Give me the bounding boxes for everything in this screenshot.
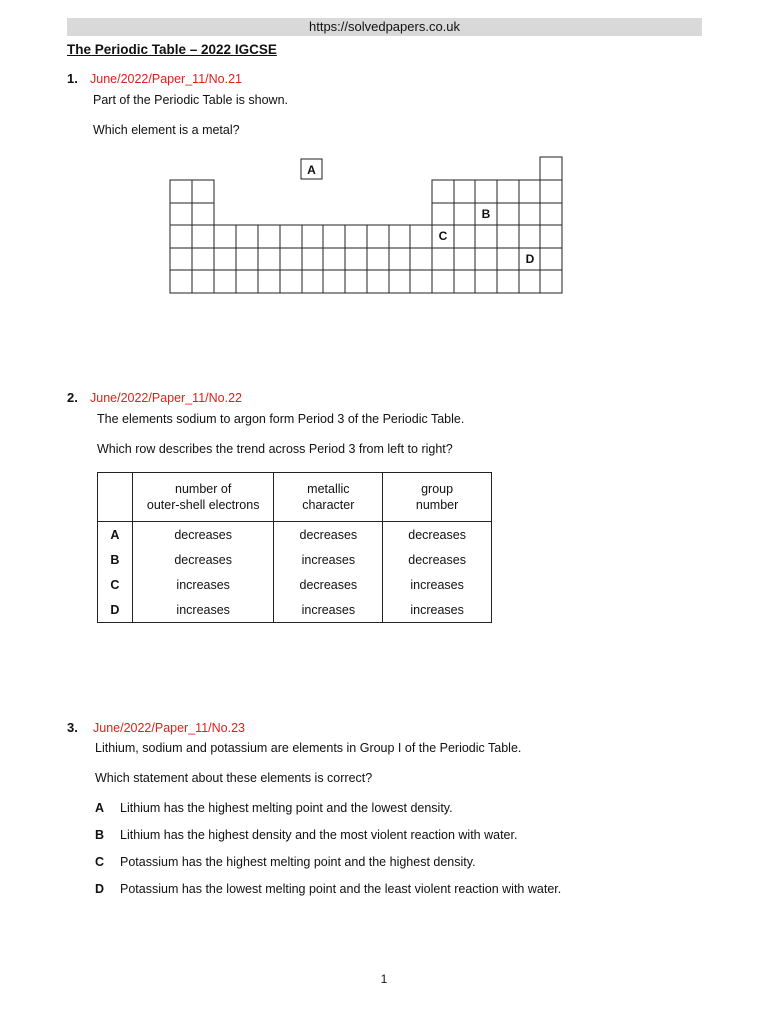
table-row <box>98 547 492 572</box>
header-group-line-2: number <box>415 498 459 512</box>
table-cell: decreases <box>132 522 274 548</box>
trend-table-header-group <box>383 473 492 522</box>
question-1-line-1: Part of the Periodic Table is shown. <box>93 93 289 107</box>
periodic-table-figure <box>160 150 570 300</box>
option-b-label: B <box>95 828 105 842</box>
table-row <box>98 522 492 548</box>
question-3-number: 3. <box>67 720 78 735</box>
element-label-c: C <box>438 229 448 243</box>
option-a-text: Lithium has the highest melting point and the lowest density. <box>120 801 453 815</box>
question-1-reference: June/2022/Paper_11/No.21 <box>90 72 242 86</box>
trend-table-corner-cell <box>98 473 133 522</box>
table-cell: increases <box>383 572 492 597</box>
table-cell: increases <box>274 547 383 572</box>
question-3-line-2: Which statement about these elements is correct? <box>95 771 373 785</box>
question-2-line-1: The elements sodium to argon form Period 3 of the Periodic Table. <box>97 412 465 426</box>
row-label: B <box>98 547 133 572</box>
option-a-label: A <box>95 801 105 815</box>
element-label-b: B <box>481 207 491 221</box>
table-cell: increases <box>132 572 274 597</box>
page-number: 1 <box>380 972 388 986</box>
question-2-reference: June/2022/Paper_11/No.22 <box>90 391 242 405</box>
table-cell: decreases <box>132 547 274 572</box>
element-label-d: D <box>525 252 535 266</box>
header-metallic-line-1: metallic <box>307 482 350 496</box>
table-cell: decreases <box>274 522 383 548</box>
table-cell: decreases <box>383 547 492 572</box>
question-2-number: 2. <box>67 390 78 405</box>
question-2-line-2: Which row describes the trend across Period 3 from left to right? <box>97 442 453 456</box>
table-row <box>98 572 492 597</box>
trend-table-header-electrons <box>132 473 274 522</box>
table-row <box>98 597 492 623</box>
trend-table-header-row <box>98 473 492 522</box>
trend-table-header-metallic <box>274 473 383 522</box>
table-cell: decreases <box>383 522 492 548</box>
question-1-number: 1. <box>67 71 78 86</box>
question-3-line-1: Lithium, sodium and potassium are elements in Group I of the Periodic Table. <box>95 741 522 755</box>
table-cell: increases <box>383 597 492 623</box>
document-title: The Periodic Table – 2022 IGCSE <box>67 42 277 57</box>
header-metallic-line-2: character <box>302 498 355 512</box>
option-c-text: Potassium has the highest melting point and the highest density. <box>120 855 476 869</box>
row-label: D <box>98 597 133 623</box>
element-label-a: A <box>307 163 316 177</box>
row-label: A <box>98 522 133 548</box>
header-electrons-line-1: number of <box>175 482 232 496</box>
header-url: https://solvedpapers.co.uk <box>67 18 702 36</box>
option-d-label: D <box>95 882 105 896</box>
option-d-text: Potassium has the lowest melting point and the least violent reaction with water. <box>120 882 562 896</box>
question-1-line-2: Which element is a metal? <box>93 123 240 137</box>
table-cell: increases <box>132 597 274 623</box>
option-c-label: C <box>95 855 105 869</box>
option-b-text: Lithium has the highest density and the most violent reaction with water. <box>120 828 518 842</box>
table-cell: increases <box>274 597 383 623</box>
header-group-line-1: group <box>421 482 454 496</box>
row-label: C <box>98 572 133 597</box>
header-electrons-line-2: outer-shell electrons <box>146 498 260 512</box>
trend-table <box>97 472 492 623</box>
table-cell: decreases <box>274 572 383 597</box>
periodic-table-helium-cell <box>540 157 562 180</box>
question-3-reference: June/2022/Paper_11/No.23 <box>93 721 245 735</box>
